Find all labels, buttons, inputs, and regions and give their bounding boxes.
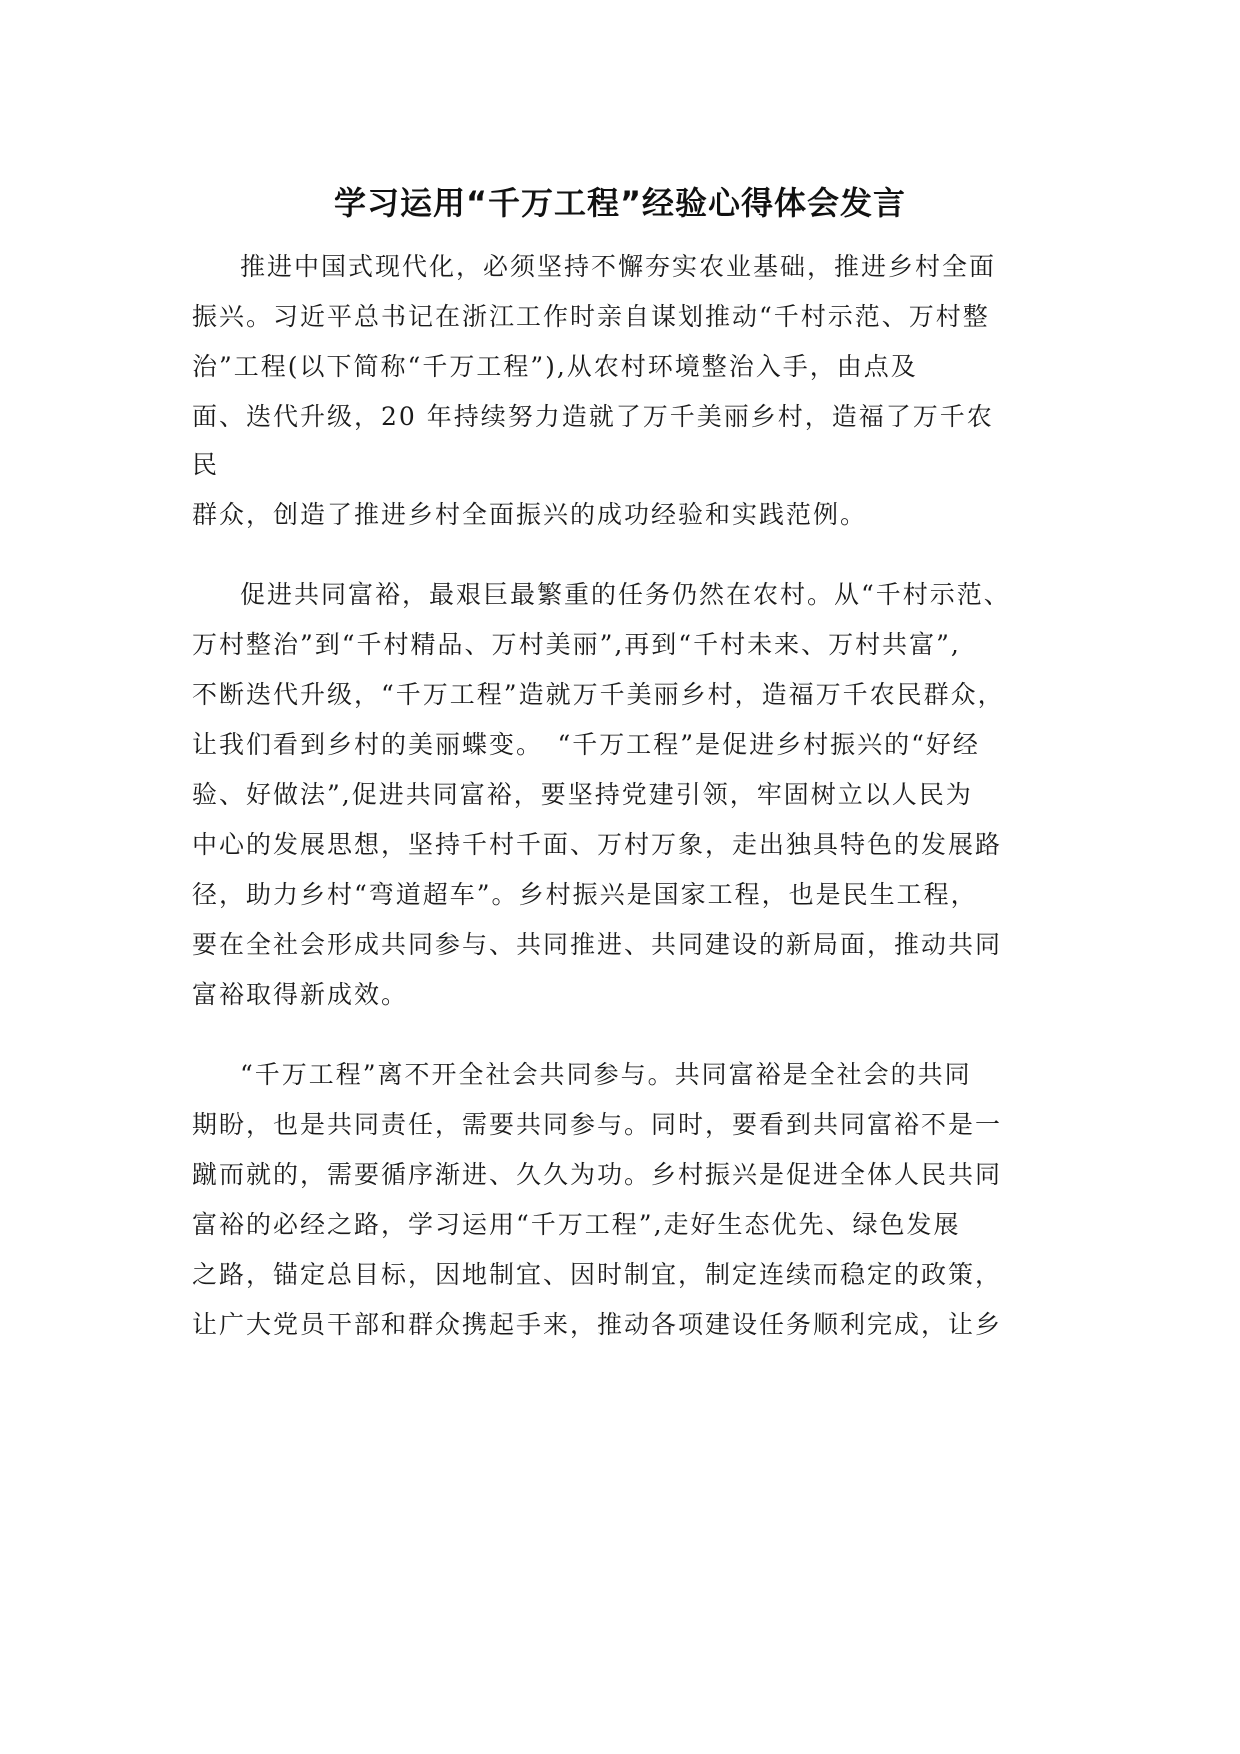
paragraph-1-line-6: 群众，创造了推进乡村全面振兴的成功经验和实践范例。 xyxy=(192,500,868,529)
paragraph-1-line-2: 振兴。习近平总书记在浙江工作时亲自谋划推动“千村示范、万村整 xyxy=(192,302,990,331)
paragraph-2-line-1: 促进共同富裕，最艰巨最繁重的任务仍然在农村。从“千村示范、 xyxy=(240,580,1011,609)
paragraph-3-line-6: 让广大党员干部和群众携起手来，推动各项建设任务顺利完成，让乡 xyxy=(192,1310,1003,1339)
paragraph-1-line-3: 治”工程(以下简称“千万工程”),从农村环境整治入手，由点及 xyxy=(192,352,918,381)
paragraph-1-line-4: 面、迭代升级，20 年持续努力造就了万千美丽乡村，造福了万千农 xyxy=(192,402,994,431)
paragraph-3-line-2: 期盼，也是共同责任，需要共同参与。同时，要看到共同富裕不是一 xyxy=(192,1110,1003,1139)
paragraph-3-line-3: 蹴而就的，需要循序渐进、久久为功。乡村振兴是促进全体人民共同 xyxy=(192,1160,1003,1189)
paragraph-2-line-4: 让我们看到乡村的美丽蝶变。 “千万工程”是促进乡村振兴的“好经 xyxy=(192,730,980,759)
paragraph-2-line-8: 要在全社会形成共同参与、共同推进、共同建设的新局面，推动共同 xyxy=(192,930,1003,959)
paragraph-2-line-5: 验、好做法”,促进共同富裕，要坚持党建引领，牢固树立以人民为 xyxy=(192,780,973,809)
paragraph-1-line-1: 推进中国式现代化，必须坚持不懈夯实农业基础，推进乡村全面 xyxy=(240,252,997,281)
document-title: 学习运用“千万工程”经验心得体会发言 xyxy=(333,184,907,222)
paragraph-3-line-1: “千万工程”离不开全社会共同参与。共同富裕是全社会的共同 xyxy=(240,1060,972,1089)
paragraph-3-line-4: 富裕的必经之路，学习运用“千万工程”,走好生态优先、绿色发展 xyxy=(192,1210,961,1239)
paragraph-2-line-3: 不断迭代升级，“千万工程”造就万千美丽乡村，造福万千农民群众， xyxy=(192,680,1005,709)
paragraph-2-line-2: 万村整治”到“千村精品、万村美丽”,再到“千村未来、万村共富”, xyxy=(192,630,961,659)
paragraph-2-line-9: 富裕取得新成效。 xyxy=(192,980,409,1009)
paragraph-2-line-7: 径，助力乡村“弯道超车”。乡村振兴是国家工程，也是民生工程， xyxy=(192,880,978,909)
paragraph-2-line-6: 中心的发展思想，坚持千村千面、万村万象，走出独具特色的发展路 xyxy=(192,830,1003,859)
paragraph-3-line-5: 之路，锚定总目标，因地制宜、因时制宜，制定连续而稳定的政策， xyxy=(192,1260,1003,1289)
paragraph-1-line-5: 民 xyxy=(192,450,220,479)
